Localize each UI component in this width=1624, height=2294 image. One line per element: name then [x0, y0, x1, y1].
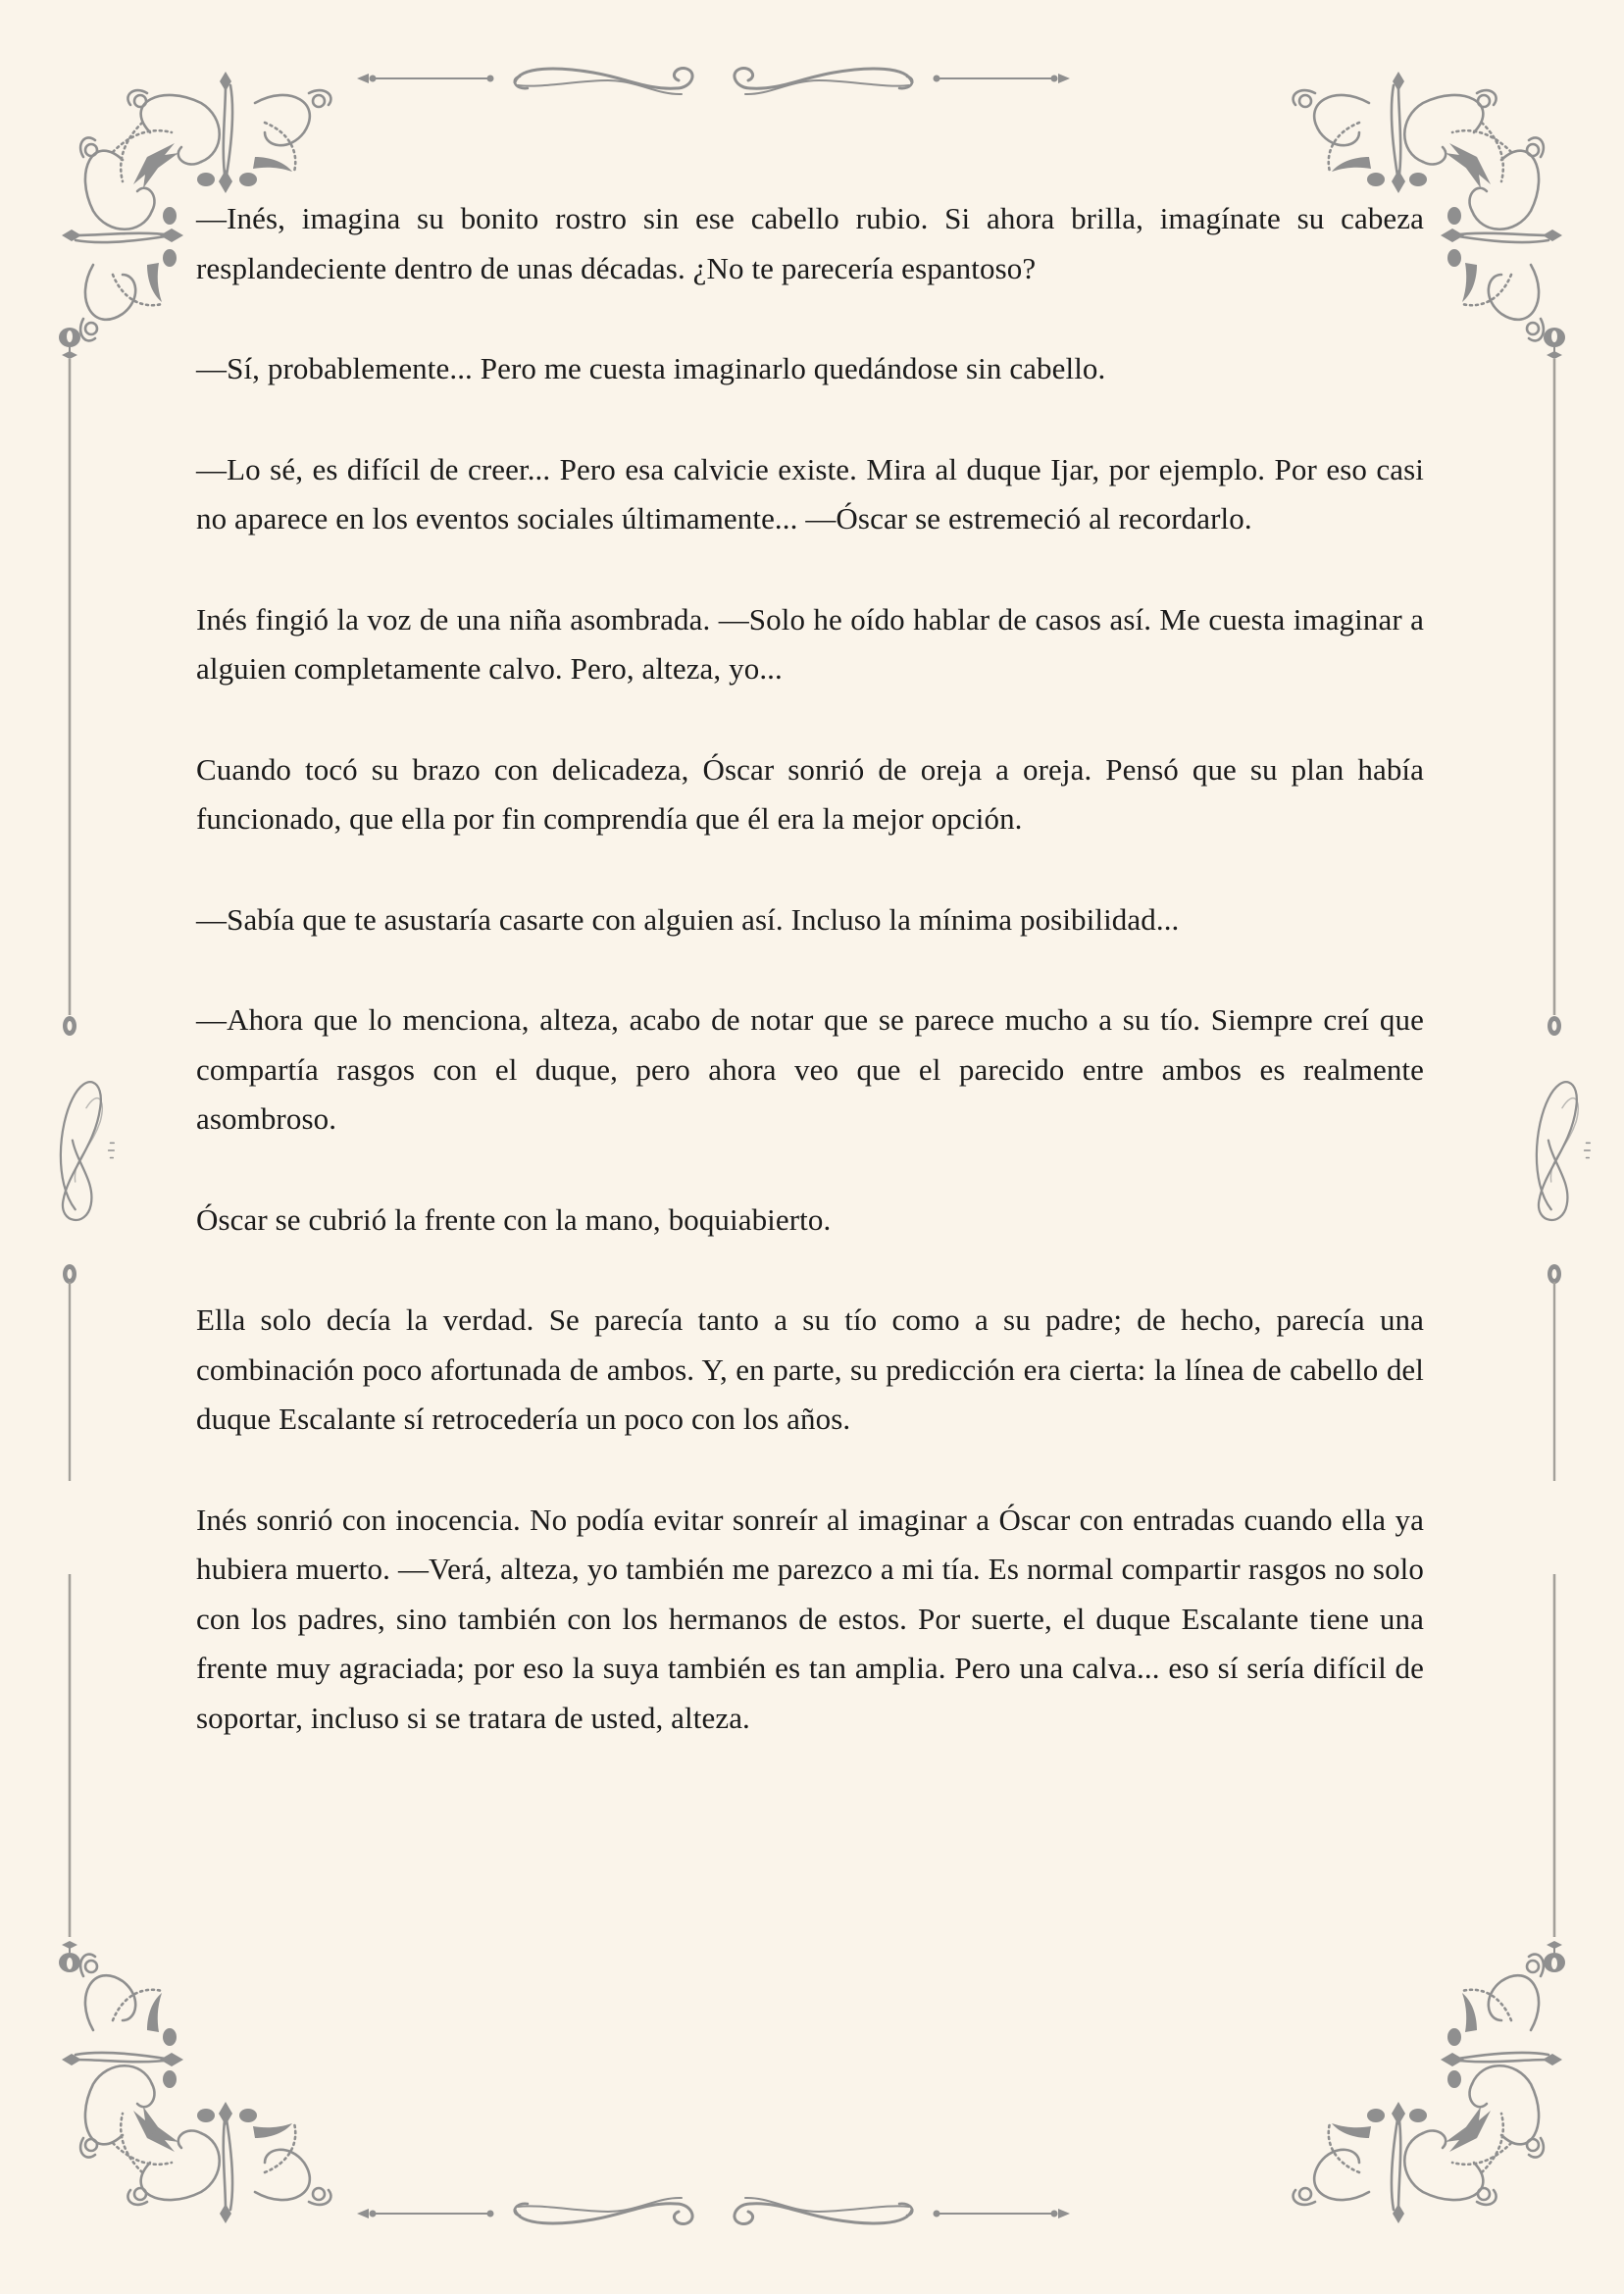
paragraph: Óscar se cubrió la frente con la mano, boquiabierto.: [196, 1201, 832, 1237]
bottom-scroll-divider-icon: [353, 2186, 1075, 2241]
paragraph: Inés sonrió con inocencia. No podía evitar sonreír al imaginar a Óscar con entradas cuando ella ya hubiera muerto. —Verá, alteza, yo también me parezco a mi tía. Es normal compartir rasgos no solo con los padres, sino también con los hermanos de estos. Por suerte, el duque Escalante tiene una frente muy agraciada; por eso la suya también es tan amplia. Pero una calva... eso sí sería difícil de soportar, incluso si se tratara de usted, alteza.: [196, 1502, 1424, 1735]
corner-flourish-bottom-left-icon: [54, 1937, 348, 2231]
left-lower-rod-icon: [56, 1260, 83, 1976]
left-figure-eight-knot-icon: [47, 1071, 126, 1228]
corner-flourish-bottom-right-icon: [1276, 1937, 1570, 2231]
right-lower-rod-icon: [1541, 1260, 1568, 1976]
story-text: [196, 194, 1424, 1794]
paragraph: —Sí, probablemente... Pero me cuesta imaginarlo quedándose sin cabello.: [196, 351, 1106, 385]
paragraph: —Lo sé, es difícil de creer... Pero esa calvicie existe. Mira al duque Ijar, por ejemplo. Por eso casi no aparece en los eventos sociales últimamente... —Óscar se estremeció al recordarlo.: [196, 451, 1424, 535]
paragraph: —Inés, imagina su bonito rostro sin ese cabello rubio. Si ahora brilla, imagínate su cabeza resplandeciente dentro de unas décadas. ¿No te parecería espantoso?: [196, 201, 1424, 285]
paragraph: Ella solo decía la verdad. Se parecía tanto a su tío como a su padre; de hecho, parecía una combinación poco afortunada de ambos. Y, en parte, su predicción era cierta: la línea de cabello del duque Escalante sí retrocedería un poco con los años.: [196, 1302, 1424, 1436]
paragraph: Cuando tocó su brazo con delicadeza, Óscar sonrió de oreja a oreja. Pensó que su plan había funcionado, que ella por fin comprendía que él era la mejor opción.: [196, 751, 1424, 836]
left-upper-rod-icon: [56, 324, 83, 1040]
right-upper-rod-icon: [1541, 324, 1568, 1040]
paragraph: —Sabía que te asustaría casarte con alguien así. Incluso la mínima posibilidad...: [196, 901, 1180, 937]
paragraph: Inés fingió la voz de una niña asombrada. —Solo he oído hablar de casos así. Me cuesta imaginar a alguien completamente calvo. Pero, alteza, yo...: [196, 601, 1424, 686]
paragraph: —Ahora que lo menciona, alteza, acabo de notar que se parece mucho a su tío. Siempre creí que compartía rasgos con el duque, pero ahora veo que el parecido entre ambos es realmente asombroso.: [196, 1002, 1424, 1136]
top-scroll-divider-icon: [353, 51, 1075, 106]
right-figure-eight-knot-icon: [1523, 1071, 1601, 1228]
